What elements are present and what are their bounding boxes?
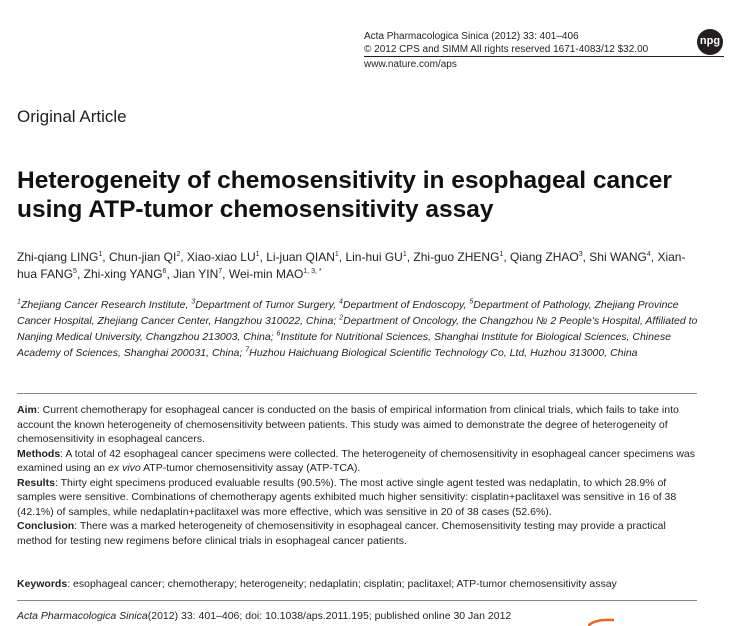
author-separator: ,: [582, 250, 590, 264]
author-name: Chun-jian QI: [108, 250, 177, 264]
author-separator: ,: [650, 250, 658, 264]
methods-label: Methods: [17, 447, 61, 460]
affiliation-text: Department of Endoscopy,: [342, 299, 470, 311]
author-affiliation-sup: 1: [402, 251, 407, 258]
article-title: Heterogeneity of chemosensitivity in esophageal cancer using ATP-tumor chemosensitivity assay: [17, 167, 672, 223]
section-label: Original Article: [17, 107, 127, 126]
author-affiliation-sup: 2: [176, 251, 181, 258]
author-affiliation-sup: 3: [578, 251, 583, 258]
journal-header: [364, 30, 648, 71]
author-name: Zhi-xing YANG: [83, 267, 163, 281]
citation-details: (2012) 33: 401–406; doi: 10.1038/aps.2011.195; published online 30 Jan 2012: [147, 610, 512, 622]
results-label: Results: [17, 476, 55, 489]
author-name: Zhi-guo ZHENG: [413, 250, 500, 264]
author-affiliation-sup: 4: [646, 251, 651, 258]
author-affiliation-sup: 1: [499, 251, 504, 258]
author-affiliation-sup: 7: [218, 268, 223, 275]
author-separator: ,: [503, 250, 511, 264]
results-text: : Thirty eight specimens produced evaluable results (90.5%). The most active single agent tested was nedaplatin, to which 28.9% of samples were sensitive. Combinations of chemotherapy agents exhibited much higher sensitivity: cisplatin+paclitaxel was sensitive in 16 of 38 (42.1%) of samples, while nedaplatin+paclitaxel was more effective, which was sensitive in 20 of 38 cases (52.6%).: [17, 476, 677, 518]
affiliation-number: 2: [339, 314, 344, 322]
keywords: [17, 578, 701, 590]
author-affiliation-sup: 1: [334, 251, 339, 258]
author-name: Li-juan QIAN: [266, 250, 335, 264]
aim-text: : Current chemotherapy for esophageal cancer is conducted on the basis of empirical information from clinical trials, which fails to take into account the known heterogeneity of chemosensitivity between patients. This study was aimed to demonstrate the degree of heterogeneity of chemosensitivity in esophageal cancers.: [17, 404, 679, 445]
author-separator: ,: [76, 267, 84, 281]
author-separator: ,: [259, 250, 267, 264]
author-separator: ,: [166, 267, 174, 281]
author-name: Jian YIN: [173, 267, 219, 281]
author-name: Qiang ZHAO: [510, 250, 579, 264]
author-affiliation-sup: 6: [162, 268, 167, 275]
author-separator: ,: [338, 250, 346, 264]
abstract-top-rule: [17, 393, 697, 394]
author-affiliation-sup: 5: [73, 268, 77, 275]
journal-url[interactable]: www.nature.com/aps: [364, 59, 457, 70]
journal-citation-line: Acta Pharmacologica Sinica (2012) 33: 401–406: [364, 31, 579, 42]
affiliation-text: Huzhou Haichuang Biological Scientific Technology Co, Ltd, Huzhou 313000, China: [249, 347, 638, 359]
copyright-line: © 2012 CPS and SIMM All rights reserved 1671-4083/12 $32.00: [364, 44, 649, 55]
pen-stroke-mark: [588, 617, 614, 626]
methods-italic: ex vivo: [108, 462, 141, 474]
author-name: Xiao-xiao LU: [186, 250, 256, 264]
author-name: Lin-hui GU: [345, 250, 403, 264]
author-name: Wei-min MAO: [228, 267, 304, 281]
header-rule: [364, 56, 724, 57]
author-separator: ,: [180, 250, 187, 264]
affiliation-number: 6: [276, 330, 281, 338]
affiliations: [17, 297, 707, 361]
aim-label: Aim: [17, 404, 37, 416]
keywords-text: : esophageal cancer; chemotherapy; heterogeneity; nedaplatin; cisplatin; paclitaxel; ATP-tumor chemosensitivity assay: [67, 578, 617, 590]
author-affiliation-sup: 1: [98, 251, 103, 258]
author-affiliation-sup: 1: [255, 251, 260, 258]
author-list: [17, 249, 697, 283]
abstract-conclusion: [17, 519, 701, 548]
citation-journal: Acta Pharmacologica Sinica: [17, 610, 148, 622]
affiliation-number: 7: [245, 346, 250, 354]
keywords-label: Keywords: [17, 578, 68, 590]
conclusion-label: Conclusion: [17, 520, 75, 532]
methods-text: : A total of 42 esophageal cancer specimens were collected. The heterogeneity of chemosensitivity in esophageal cancer specimens was examined using an: [17, 447, 696, 474]
affiliation-text: Department of Oncology, the Changzhou № 2 People's Hospital, Affiliated to Nanjing Medical University, Changzhou 213003, China;: [17, 315, 698, 343]
affiliation-number: 5: [469, 298, 474, 306]
npg-logo: npg: [697, 29, 723, 55]
author-separator: ,: [102, 250, 109, 264]
affiliation-number: 1: [17, 298, 21, 306]
methods-text-end: ATP-tumor chemosensitivity assay (ATP-TCA).: [140, 462, 361, 474]
abstract-aim: [17, 403, 701, 447]
author-name: Zhi-qiang LING: [17, 250, 99, 264]
affiliation-text: Institute for Nutritional Sciences, Shanghai Institute for Biological Sciences, Chinese Academy of Sciences, Shanghai 200031, China;: [17, 331, 671, 359]
abstract-results: [17, 476, 701, 520]
author-separator: ,: [222, 267, 229, 281]
affiliation-text: Department of Pathology, Zhejiang Province Cancer Hospital, Zhejiang Cancer Center, Hangzhou 310022, China;: [17, 299, 679, 327]
affiliation-number: 3: [191, 298, 196, 306]
affiliation-number: 4: [338, 298, 343, 306]
author-name: Xian-hua FANG: [17, 250, 686, 281]
abstract-methods: [17, 447, 701, 476]
author-name: Shi WANG: [589, 250, 647, 264]
citation-rule: [17, 600, 697, 601]
conclusion-text: : There was a marked heterogeneity of chemosensitivity in esophageal cancer. Chemosensitivity testing may provide a practical method for testing new regimens before clinical trials in esophageal cancer patients.: [17, 520, 666, 547]
author-separator: ,: [406, 250, 414, 264]
author-affiliation-sup: 1, 3, *: [303, 268, 322, 275]
affiliation-text: Zhejiang Cancer Research Institute,: [20, 299, 192, 311]
affiliation-text: Department of Tumor Surgery,: [195, 299, 339, 311]
abstract: [17, 403, 701, 548]
